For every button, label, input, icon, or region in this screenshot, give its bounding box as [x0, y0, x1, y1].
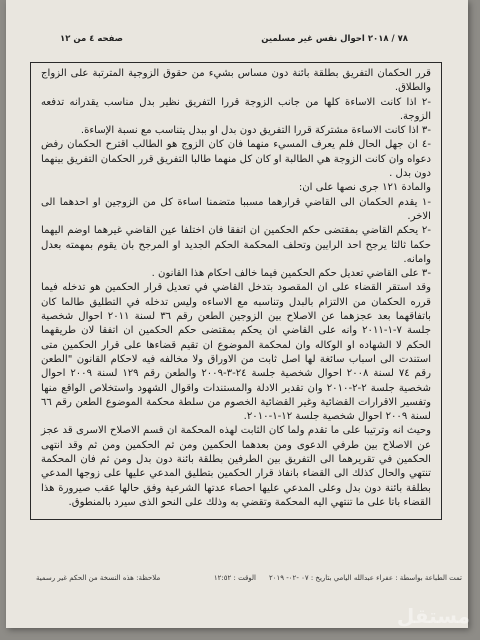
page-indicator: صفحه ٤ من ١٢ [60, 34, 124, 44]
unofficial-note: ملاحظة: هذه النسخة من الحكم غير رسمية [36, 574, 161, 582]
print-date: بتاريخ : ٠٧ -٠٢- ٢٠١٩ [268, 574, 332, 582]
case-title: ٧٨ / ٢٠١٨ احوال نفس غير مسلمين [261, 34, 408, 44]
document-page [6, 0, 468, 628]
content-frame [30, 62, 442, 520]
paragraph: والمادة ١٢١ جرى نصها على ان: [298, 182, 431, 194]
watermark-logo: مستقل [396, 604, 470, 628]
paragraph: -٤ ان جهل الحال فلم يعرف المسيء منهما فان كان الزوج هو الطالب اقترح الحكمان رفض دعواه وان كانت الزوجة هي الطالبة او كان كل منهما طالبا التفريق قرر الحكمان التفريق بينهما دون بدل . [41, 139, 431, 180]
paragraph: -٣ اذا كانت الاساءة مشتركة قررا التفريق دون بدل او ببدل يتناسب مع نسبة الإساءة. [80, 125, 431, 137]
paragraph: -٢ يحكم القاضي بمقتضى حكم الحكمين ان اتفقا فان اختلفا عين القاضي غيرهما اوضم اليهما حكما ثالثا يرجح احد الرايين وتحلف المحكمة الحكم الجديد او المرجح بان يقوم بمهمته بعدل وامانه. [41, 225, 431, 265]
print-time: الوقت : ١٢:٥٢ [213, 574, 256, 582]
page-footer [6, 574, 468, 588]
footer-printed-by [269, 574, 462, 582]
paragraph: -١ يقدم الحكمان الى القاضي قرارهما مسببا متضمنا اساءة كل من الزوجين او احدهما الى الاخر. [41, 196, 431, 222]
paragraph: قرر الحكمان التفريق بطلقة بائنة دون مساس بشيء من حقوق الزوجية المترتبة على الزواج والطلاق. [41, 68, 431, 94]
page-header [6, 34, 468, 50]
printed-by-text: تمت الطباعة بواسطة : عفراء عبدالله اليامي [333, 574, 462, 582]
paragraph: وحيث انه وترتيبا على ما تقدم ولما كان الثابت لهذه المحكمة ان قسم الاصلاح الاسرى قد عجز عن الاصلاح بين طرفي الدعوى ومن بعدهما الحكمين ومن ثم الحكمين ومن ثم وقد انتهى الحكمين في تقريرهما الى التفريق بين الطرفين بطلقة بائنة دون بدل ومن ثم فان المحكمة تنتهي والحال كذلك الى القضاء بانفاذ قرار الحكمين بتطليق المدعي عليها على زوجها المدعي بطلقة بائنة دون بدل وعلى المدعي عليها احصاء عدتها الشرعية وفق حالها عقب صيرورة هذا القضاء باتا على ما تنتهي اليه المحكمة وتقضي به وذلك على النحو الذى سيرد بالمنطوق. [41, 425, 431, 508]
paragraph: -٢ اذا كانت الاساءة كلها من جانب الزوجة قررا التفريق نظير بدل مناسب يقدرانه تدفعه الزوجة. [41, 96, 431, 122]
body-text [31, 63, 441, 510]
paragraph: وقد استقر القضاء على ان المقصود بتدخل القاضي في تعديل قرار الحكمين هو تدخله فيما قرره الحكمان من الالتزام بالبدل وتناسبه مع الاساءه وليس تدخله في التطليق طالما كان باتفاقهما بعد عجزهما عن الاصلاح بين الزوجين الطعن رقم ٣٦ لسنة ٢٠١١ احوال شخصية جلسة ٧-١-٢٠١١ وانه على القاضي ان يحكم بمقتضى حكم الحكمين ان اتفقا لان طريقهما الحكم لا الشهاده او الوكاله وان لمحكمة الموضوع ان تقيم قضاءها على قرار الحكمين متى استندت الى اسباب سائغة لها اصل ثابت من الاوراق ولا مخالفه فيه لاحكام القانون "الطعن رقم ٧٤ لسنة ٢٠٠٨ احوال شخصية جلسة ٢٤-٣-٢٠٠٩ والطعن رقم ١٢٩ لسنة ٢٠٠٩ احوال شخصية جلسة ٢-٢-٢٠١٠ وان تقدير الادلة والمستندات واقوال الشهود واستخلاص الواقع منها وتفسير الاقرارات القضائية وغير القضائية الخصوم من سلطة محكمة الموضوع الطعن رقم ٦٦ لسنة ٢٠٠٩ احوال شخصية جلسة ١٢-١-٢٠١٠. [41, 282, 431, 423]
paragraph: -٣ على القاضي تعديل حكم الحكمين فيما خالف احكام هذا القانون . [151, 268, 431, 280]
